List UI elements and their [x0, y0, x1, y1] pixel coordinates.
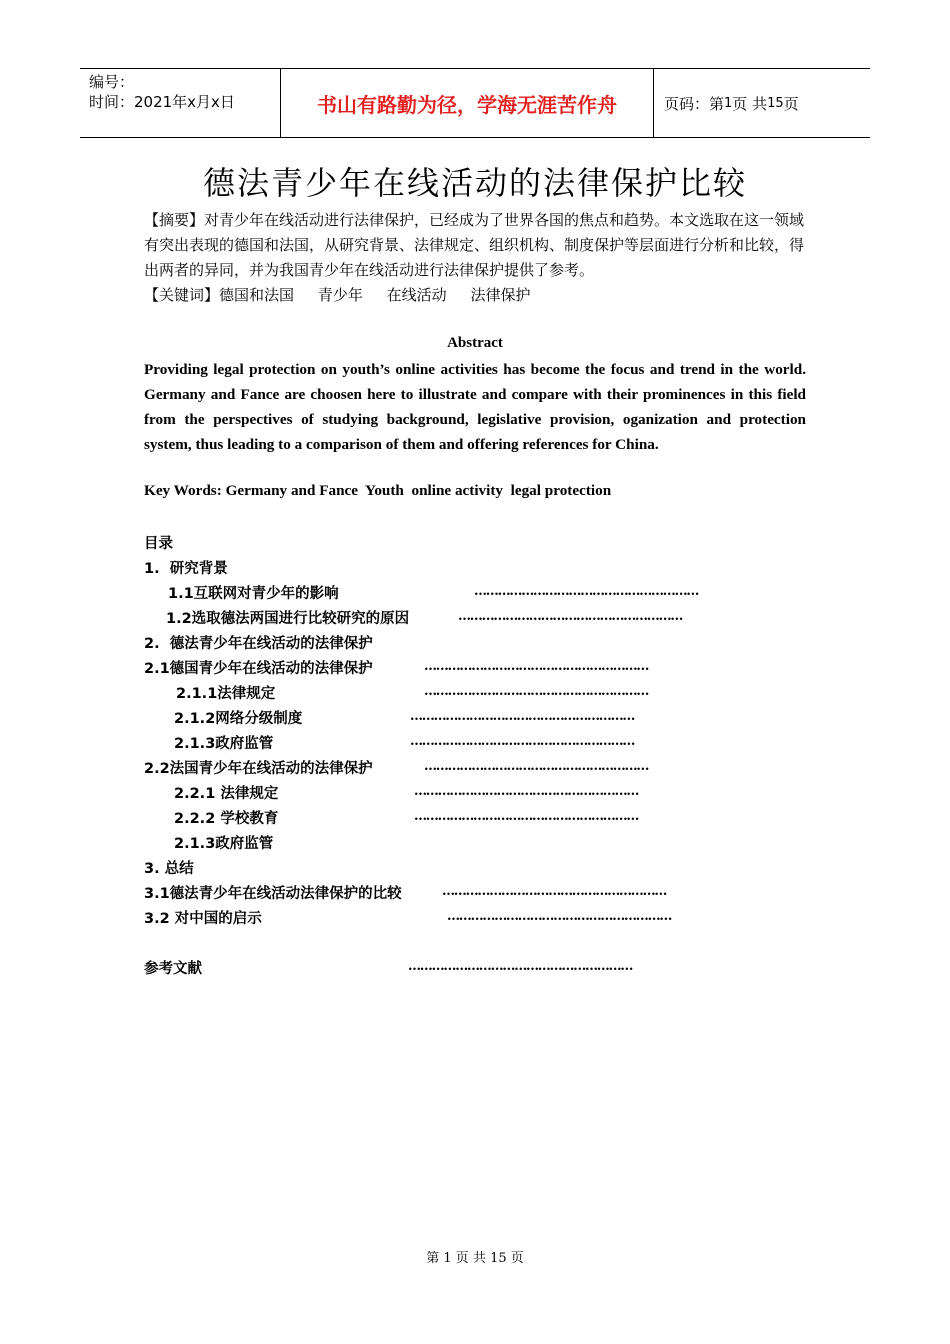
toc-item: 1. 研究背景 — [144, 561, 228, 577]
footer-suffix: 页 — [510, 1251, 524, 1266]
toc-leader: ………………………………………………… — [447, 909, 672, 924]
toc-item: 1.1互联网对青少年的影响 — [168, 586, 339, 602]
toc-item: 2.1.3政府监管 — [174, 836, 274, 852]
document-time-label: 时间：2021年x月x日 — [89, 93, 235, 111]
toc-leader: ………………………………………………… — [458, 609, 683, 624]
document-title: 德法青少年在线活动的法律保护比较 — [202, 164, 747, 202]
toc-leader: ………………………………………………… — [424, 759, 649, 774]
toc-item: 2.1.2网络分级制度 — [174, 711, 303, 727]
toc-leader: ………………………………………………… — [408, 959, 633, 974]
toc-item: 3.2 对中国的启示 — [144, 911, 262, 927]
toc-item: 2.2.2 学校教育 — [174, 811, 279, 827]
toc-leader: ………………………………………………… — [414, 809, 639, 824]
toc-leader: ………………………………………………… — [410, 709, 635, 724]
document-number-label: 编号： — [89, 73, 135, 91]
toc-heading: 目录 — [144, 536, 173, 552]
header-motto-cell — [281, 69, 654, 137]
toc-item: 2.2.1 法律规定 — [174, 786, 279, 802]
motto-text: 书山有路勤为径，学海无涯苦作舟 — [317, 92, 617, 117]
toc-leader: ………………………………………………… — [410, 734, 635, 749]
page-label-mid: 页 共 — [732, 94, 768, 113]
page-footer — [0, 1247, 950, 1266]
abstract-english: Providing legal protection on youth’s online activities has become the focus and trend in the world. Germany and Fance are choosen here to illustrate and compare with their prominences in this field from the perspectives of studying background, legislative provision, oganization and protection system, thus leading to a comparison of them and offering references for China. — [144, 361, 806, 453]
footer-total: 15 — [490, 1251, 507, 1266]
page-label-suffix: 页 — [783, 94, 799, 113]
header-meta-cell — [80, 69, 281, 137]
keywords-english: Key Words: Germany and Fance Youth online activity legal protection — [144, 482, 612, 499]
toc-item: 2.1德国青少年在线活动的法律保护 — [144, 661, 373, 677]
toc-item: 参考文献 — [144, 961, 202, 977]
abstract-chinese: 【摘要】对青少年在线活动进行法律保护，已经成为了世界各国的焦点和趋势。本文选取在这一领域有突出表现的德国和法国，从研究背景、法律规定、组织机构、制度保护等层面进行分析和比较，得出两者的异同，并为我国青少年在线活动进行法律保护提供了参考。 — [144, 211, 805, 279]
toc-item: 3. 总结 — [144, 861, 194, 877]
header-page-cell — [654, 69, 870, 137]
toc-leader: ………………………………………………… — [442, 884, 667, 899]
page-current: 1 — [724, 95, 733, 111]
toc-leader: ………………………………………………… — [424, 684, 649, 699]
toc-item: 1.2选取德法两国进行比较研究的原因 — [166, 611, 410, 627]
page-label-prefix: 页码：第 — [664, 94, 725, 113]
abstract-english-title: Abstract — [447, 335, 503, 351]
footer-current: 1 — [443, 1251, 452, 1266]
footer-mid: 页 共 — [455, 1251, 486, 1266]
footer-prefix: 第 — [426, 1251, 440, 1266]
toc-leader: ………………………………………………… — [424, 659, 649, 674]
toc-item: 2.1.3政府监管 — [174, 736, 274, 752]
toc-leader: ………………………………………………… — [414, 784, 639, 799]
toc-leader: ………………………………………………… — [474, 584, 699, 599]
keywords-chinese: 【关键词】德国和法国 青少年 在线活动 法律保护 — [144, 286, 531, 304]
page-total: 15 — [767, 95, 784, 111]
toc-item: 2. 德法青少年在线活动的法律保护 — [144, 636, 373, 652]
toc-item: 2.2法国青少年在线活动的法律保护 — [144, 761, 373, 777]
header-table — [80, 68, 870, 138]
toc-item: 2.1.1法律规定 — [176, 686, 276, 702]
toc-item: 3.1德法青少年在线活动法律保护的比较 — [144, 886, 402, 902]
